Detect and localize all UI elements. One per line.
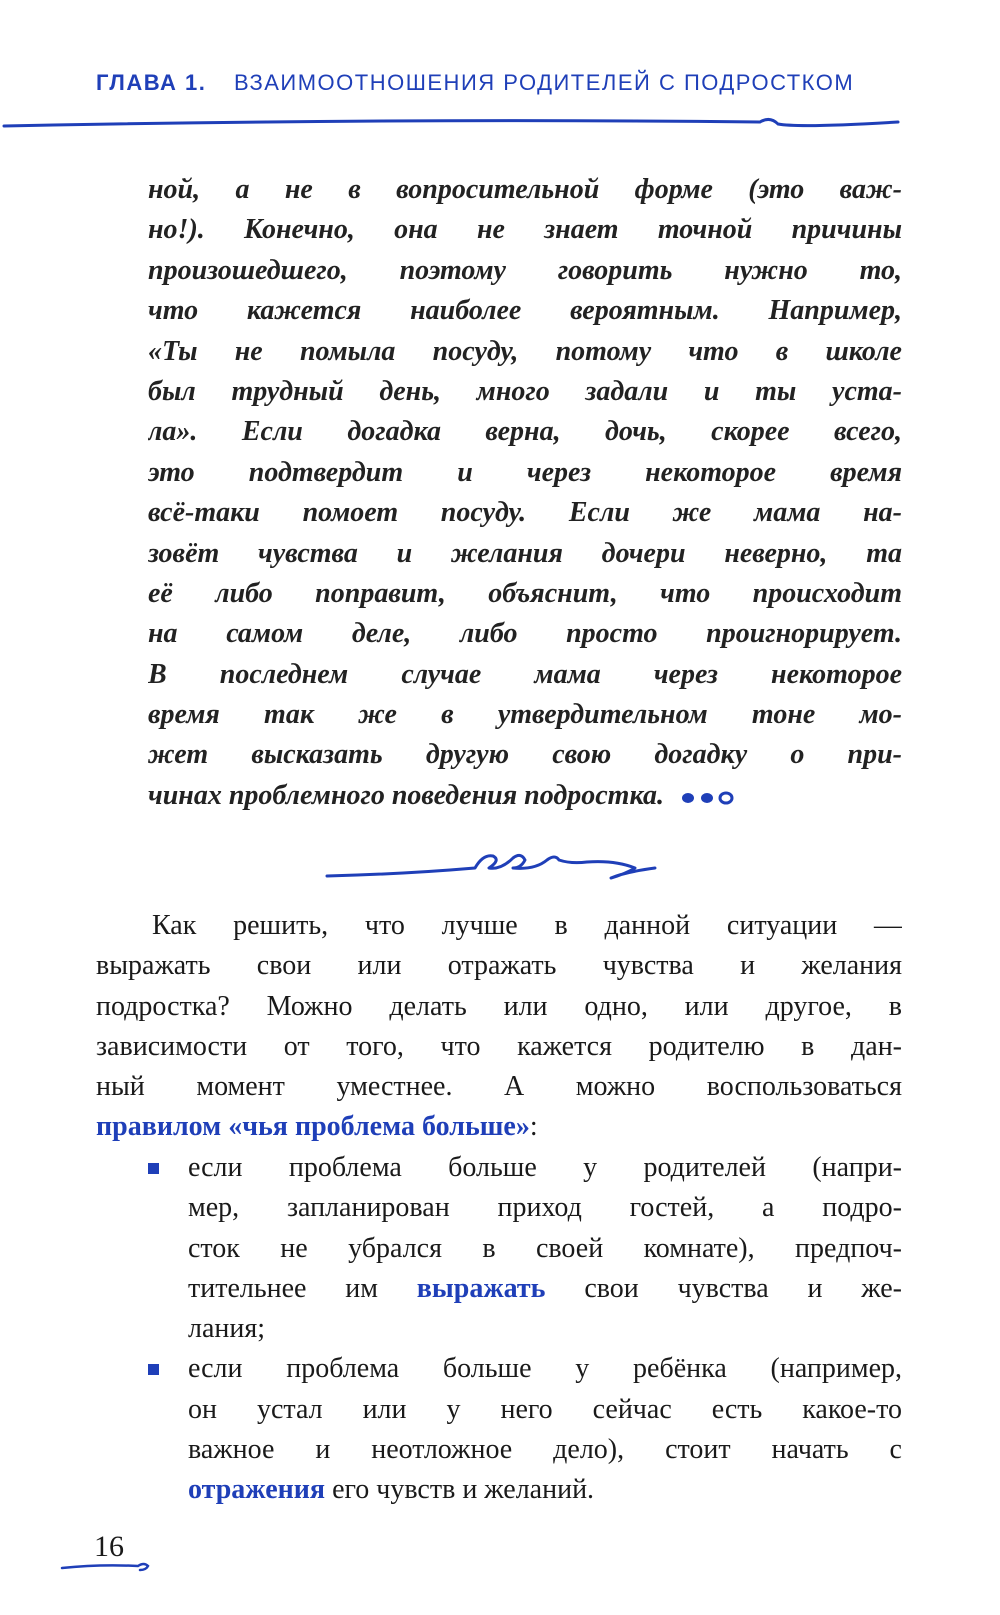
main-paragraph xyxy=(96,906,902,1148)
list-item xyxy=(96,1349,902,1510)
quote-line: на самом деле, либо просто проигнорирует. xyxy=(148,618,902,650)
chapter-title: ВЗАИМООТНОШЕНИЯ РОДИТЕЛЕЙ С ПОДРОСТКОМ xyxy=(234,70,855,95)
bullet-text: его чувств и желаний. xyxy=(325,1474,595,1506)
quote-line: «Ты не помыла посуду, потому что в школе xyxy=(148,335,902,367)
quote-line: ной, а не в вопросительной форме (это важ- xyxy=(148,174,902,205)
quote-line: всё-таки помоет посуду. Если же мама на- xyxy=(148,497,902,529)
paragraph-line: выражать свои или отражать чувства и желания xyxy=(96,950,902,982)
bullet-text: тительнее им xyxy=(188,1272,417,1304)
bullet-line: важное и неотложное дело), стоит начать с xyxy=(188,1434,902,1466)
bullet-line xyxy=(188,1470,902,1510)
paragraph-line: подростка? Можно делать или одно, или другое, в xyxy=(96,990,902,1022)
quote-line: произошедшего, поэтому говорить нужно то, xyxy=(148,254,902,286)
bullet-line: если проблема больше у родителей (напри- xyxy=(188,1152,902,1183)
bullet-line: лания; xyxy=(188,1313,266,1345)
quote-line: зовёт чувства и желания дочери неверно, та xyxy=(148,537,902,569)
quote-line: В последнем случае мама через некоторое xyxy=(148,658,902,690)
quote-line: жет высказать другую свою догадку о при- xyxy=(148,739,902,771)
list-item xyxy=(96,1148,902,1349)
square-bullet-icon xyxy=(148,1364,159,1375)
quote-line-last xyxy=(148,776,902,816)
square-bullet-icon xyxy=(148,1163,159,1174)
quote-line: был трудный день, много задали и ты уста- xyxy=(148,375,902,407)
quote-line: это подтвердит и через некоторое время xyxy=(148,456,902,488)
bullet-line: мер, запланирован приход гостей, а подро- xyxy=(188,1192,902,1224)
paragraph-line: Как решить, что лучше в данной ситуации — xyxy=(152,910,902,941)
quote-line: но!). Конечно, она не знает точной причины xyxy=(148,214,902,246)
quote-line: ла». Если догадка верна, дочь, скорее всего, xyxy=(148,416,902,448)
quote-line-text: чинах проблемного поведения подростка. xyxy=(148,779,664,811)
running-header xyxy=(96,70,896,110)
bullet-text: свои чувства и же- xyxy=(545,1272,902,1304)
quote-line: время так же в утвердительном тоне мо- xyxy=(148,699,902,731)
paragraph-line: ный момент уместнее. А можно воспользоваться xyxy=(96,1071,902,1103)
bullet-line: он устал или у него сейчас есть какое-то xyxy=(188,1393,902,1425)
bullet-line xyxy=(188,1269,902,1309)
page-number: 16 xyxy=(94,1530,124,1563)
bullet-line: если проблема больше у ребёнка (например, xyxy=(188,1353,902,1385)
paragraph-line: зависимости от того, что кажется родителю в дан- xyxy=(96,1030,902,1062)
bullet-list xyxy=(96,1148,902,1511)
chapter-label: ГЛАВА 1. xyxy=(96,70,207,95)
page-number-underline xyxy=(60,1558,160,1574)
italic-quote-block xyxy=(148,170,902,820)
quote-line: её либо поправит, объяснит, что происходит xyxy=(148,577,902,609)
closing-dots-icon xyxy=(678,787,738,807)
express-highlight: выражать xyxy=(416,1272,546,1304)
rule-phrase-highlight: правилом «чья проблема больше» xyxy=(96,1111,530,1143)
paragraph-line xyxy=(96,1107,902,1147)
header-rule-line xyxy=(0,112,1000,136)
quote-line: что кажется наиболее вероятным. Например, xyxy=(148,295,902,327)
reflection-highlight: отражения xyxy=(188,1474,326,1506)
bullet-line: сток не убрался в своей комнате), предпоч- xyxy=(188,1232,902,1264)
divider-flourish-icon xyxy=(325,838,675,888)
rule-suffix: : xyxy=(529,1111,538,1143)
